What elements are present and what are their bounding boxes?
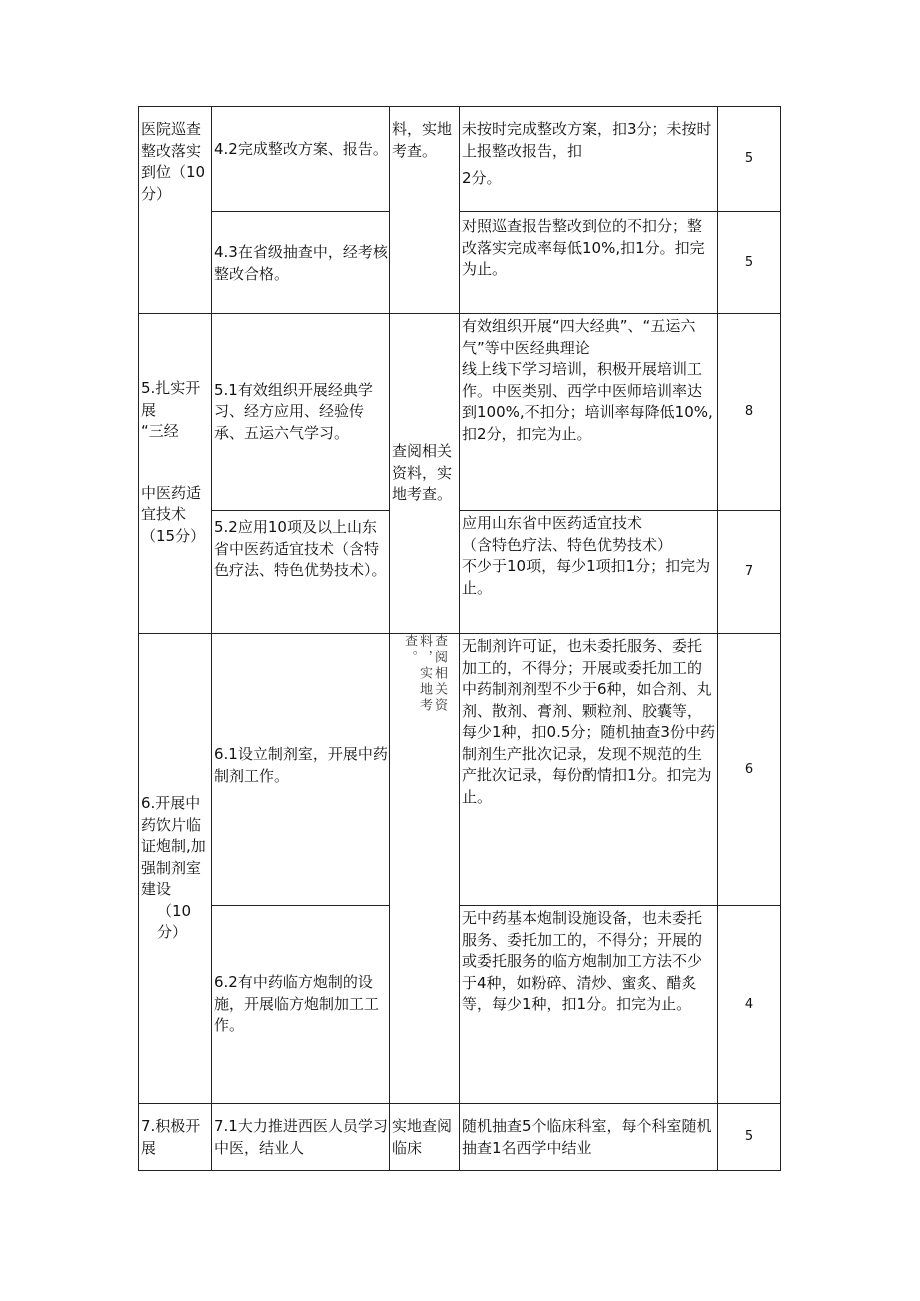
item-text: 5.2应用10项及以上山东省中医药适宜技术（含特色疗法、特色优势技术）。 [214,518,387,579]
table-row [139,107,781,212]
category-text: 医院巡查整改落实到位（10分） [141,120,206,203]
criteria-cell [460,511,718,634]
method-text: 料，实地考查。 [392,120,453,160]
category-text: 7.积极开展 [141,1117,201,1157]
item-cell [212,314,390,511]
category-text: 5.扎实开展 [141,379,201,419]
table-row [139,634,781,906]
criteria-cell [460,1104,718,1171]
criteria-text: 无制剂许可证，也未委托服务、委托加工的，不得分；开展或委托加工的中药制剂剂型不少于6种，如合剂、丸剂、散剂、膏剂、颗粒剂、胶囊等，每少1种，扣0.5分；随机抽查3份中药制剂生产批次记录，发现不规范的生产批次记录，每份酌情扣1分。扣完为止。 [462,637,715,806]
criteria-text: 有效组织开展“四大经典”、“五运六气”等中医经典理论 [462,317,696,357]
item-text: 4.2完成整改方案、报告。 [214,140,388,158]
item-cell [212,634,390,906]
item-cell [212,1104,390,1171]
method-cell [390,1104,460,1171]
category-text: 中医药适宜技术（15分） [141,483,206,545]
category-text: 6.开展中药饮片临证炮制,加强制剂室建设 [141,794,206,899]
score-cell [718,634,781,906]
criteria-text: 无中药基本炮制设施设备，也未委托服务、委托加工的，不得分；开展的或委托服务的临方炮制加工方法不少于4种，如粉碎、清炒、蜜炙、醋炙等，每少1种，扣1分。扣完为止。 [462,909,703,1013]
category-cell [139,107,212,314]
criteria-text: 2分。 [462,169,502,187]
method-cell [390,634,460,1104]
category-text: “三经 [141,422,179,440]
score-value: 7 [744,564,754,580]
score-value: 4 [744,996,754,1012]
score-cell [718,1104,781,1171]
method-text: 查阅相关资料，实地考查。 [402,634,447,714]
criteria-cell [460,314,718,511]
criteria-cell [460,107,718,212]
score-value: 5 [744,254,754,270]
table-row [139,906,781,1104]
item-text: 7.1大力推进西医人员学习中医，结业人 [214,1117,388,1157]
table-row [139,314,781,511]
criteria-cell [460,906,718,1104]
table-row [139,511,781,634]
criteria-text: （含特色疗法、特色优势技术） [462,535,673,554]
assessment-table [138,106,781,1171]
item-text: 6.1设立制剂室，开展中药制剂工作。 [214,745,388,785]
category-cell [139,634,212,1104]
item-cell [212,212,390,314]
table-row [139,1104,781,1171]
criteria-text: 未按时完成整改方案，扣3分；未按时上报整改报告，扣 [462,120,712,160]
score-value: 5 [744,151,754,167]
criteria-text: 线上线下学习培训，积极开展培训工作。中医类别、西学中医师培训率达到100%,不扣分；培训率每降低10%,扣2分，扣完为止。 [462,360,713,443]
score-cell [718,107,781,212]
score-cell [718,212,781,314]
table-row [139,212,781,314]
item-cell [212,107,390,212]
item-cell [212,511,390,634]
method-cell [390,314,460,634]
method-cell [390,107,460,314]
item-text: 5.1有效组织开展经典学习、经方应用、经验传承、五运六气学习。 [214,380,373,442]
item-text: 4.3在省级抽查中，经考核整改合格。 [214,243,388,283]
method-vertical [390,634,459,724]
score-cell [718,511,781,634]
criteria-text: 随机抽查5个临床科室，每个科室随机抽查1名西学中结业 [462,1117,712,1157]
criteria-cell [460,634,718,906]
category-cell [139,1104,212,1171]
score-cell [718,906,781,1104]
method-text: 查阅相关资料，实地考查。 [392,442,453,504]
criteria-text: 应用山东省中医药适宜技术 [462,514,643,532]
item-cell [212,906,390,1104]
criteria-cell [460,212,718,314]
score-value: 6 [744,761,754,777]
criteria-text: 对照巡查报告整改到位的不扣分；整改落实完成率每低10%,扣1分。扣完为止。 [462,217,705,278]
category-cell [139,314,212,634]
item-text: 6.2有中药临方炮制的设施，开展临方炮制加工工作。 [214,973,380,1035]
score-value: 5 [744,1129,754,1145]
score-cell [718,314,781,511]
category-text: （10分） [157,901,192,942]
criteria-text: 不少于10项，每少1项扣1分；扣完为止。 [462,557,711,597]
method-text: 实地查阅临床 [392,1117,453,1157]
score-value: 8 [744,404,754,420]
